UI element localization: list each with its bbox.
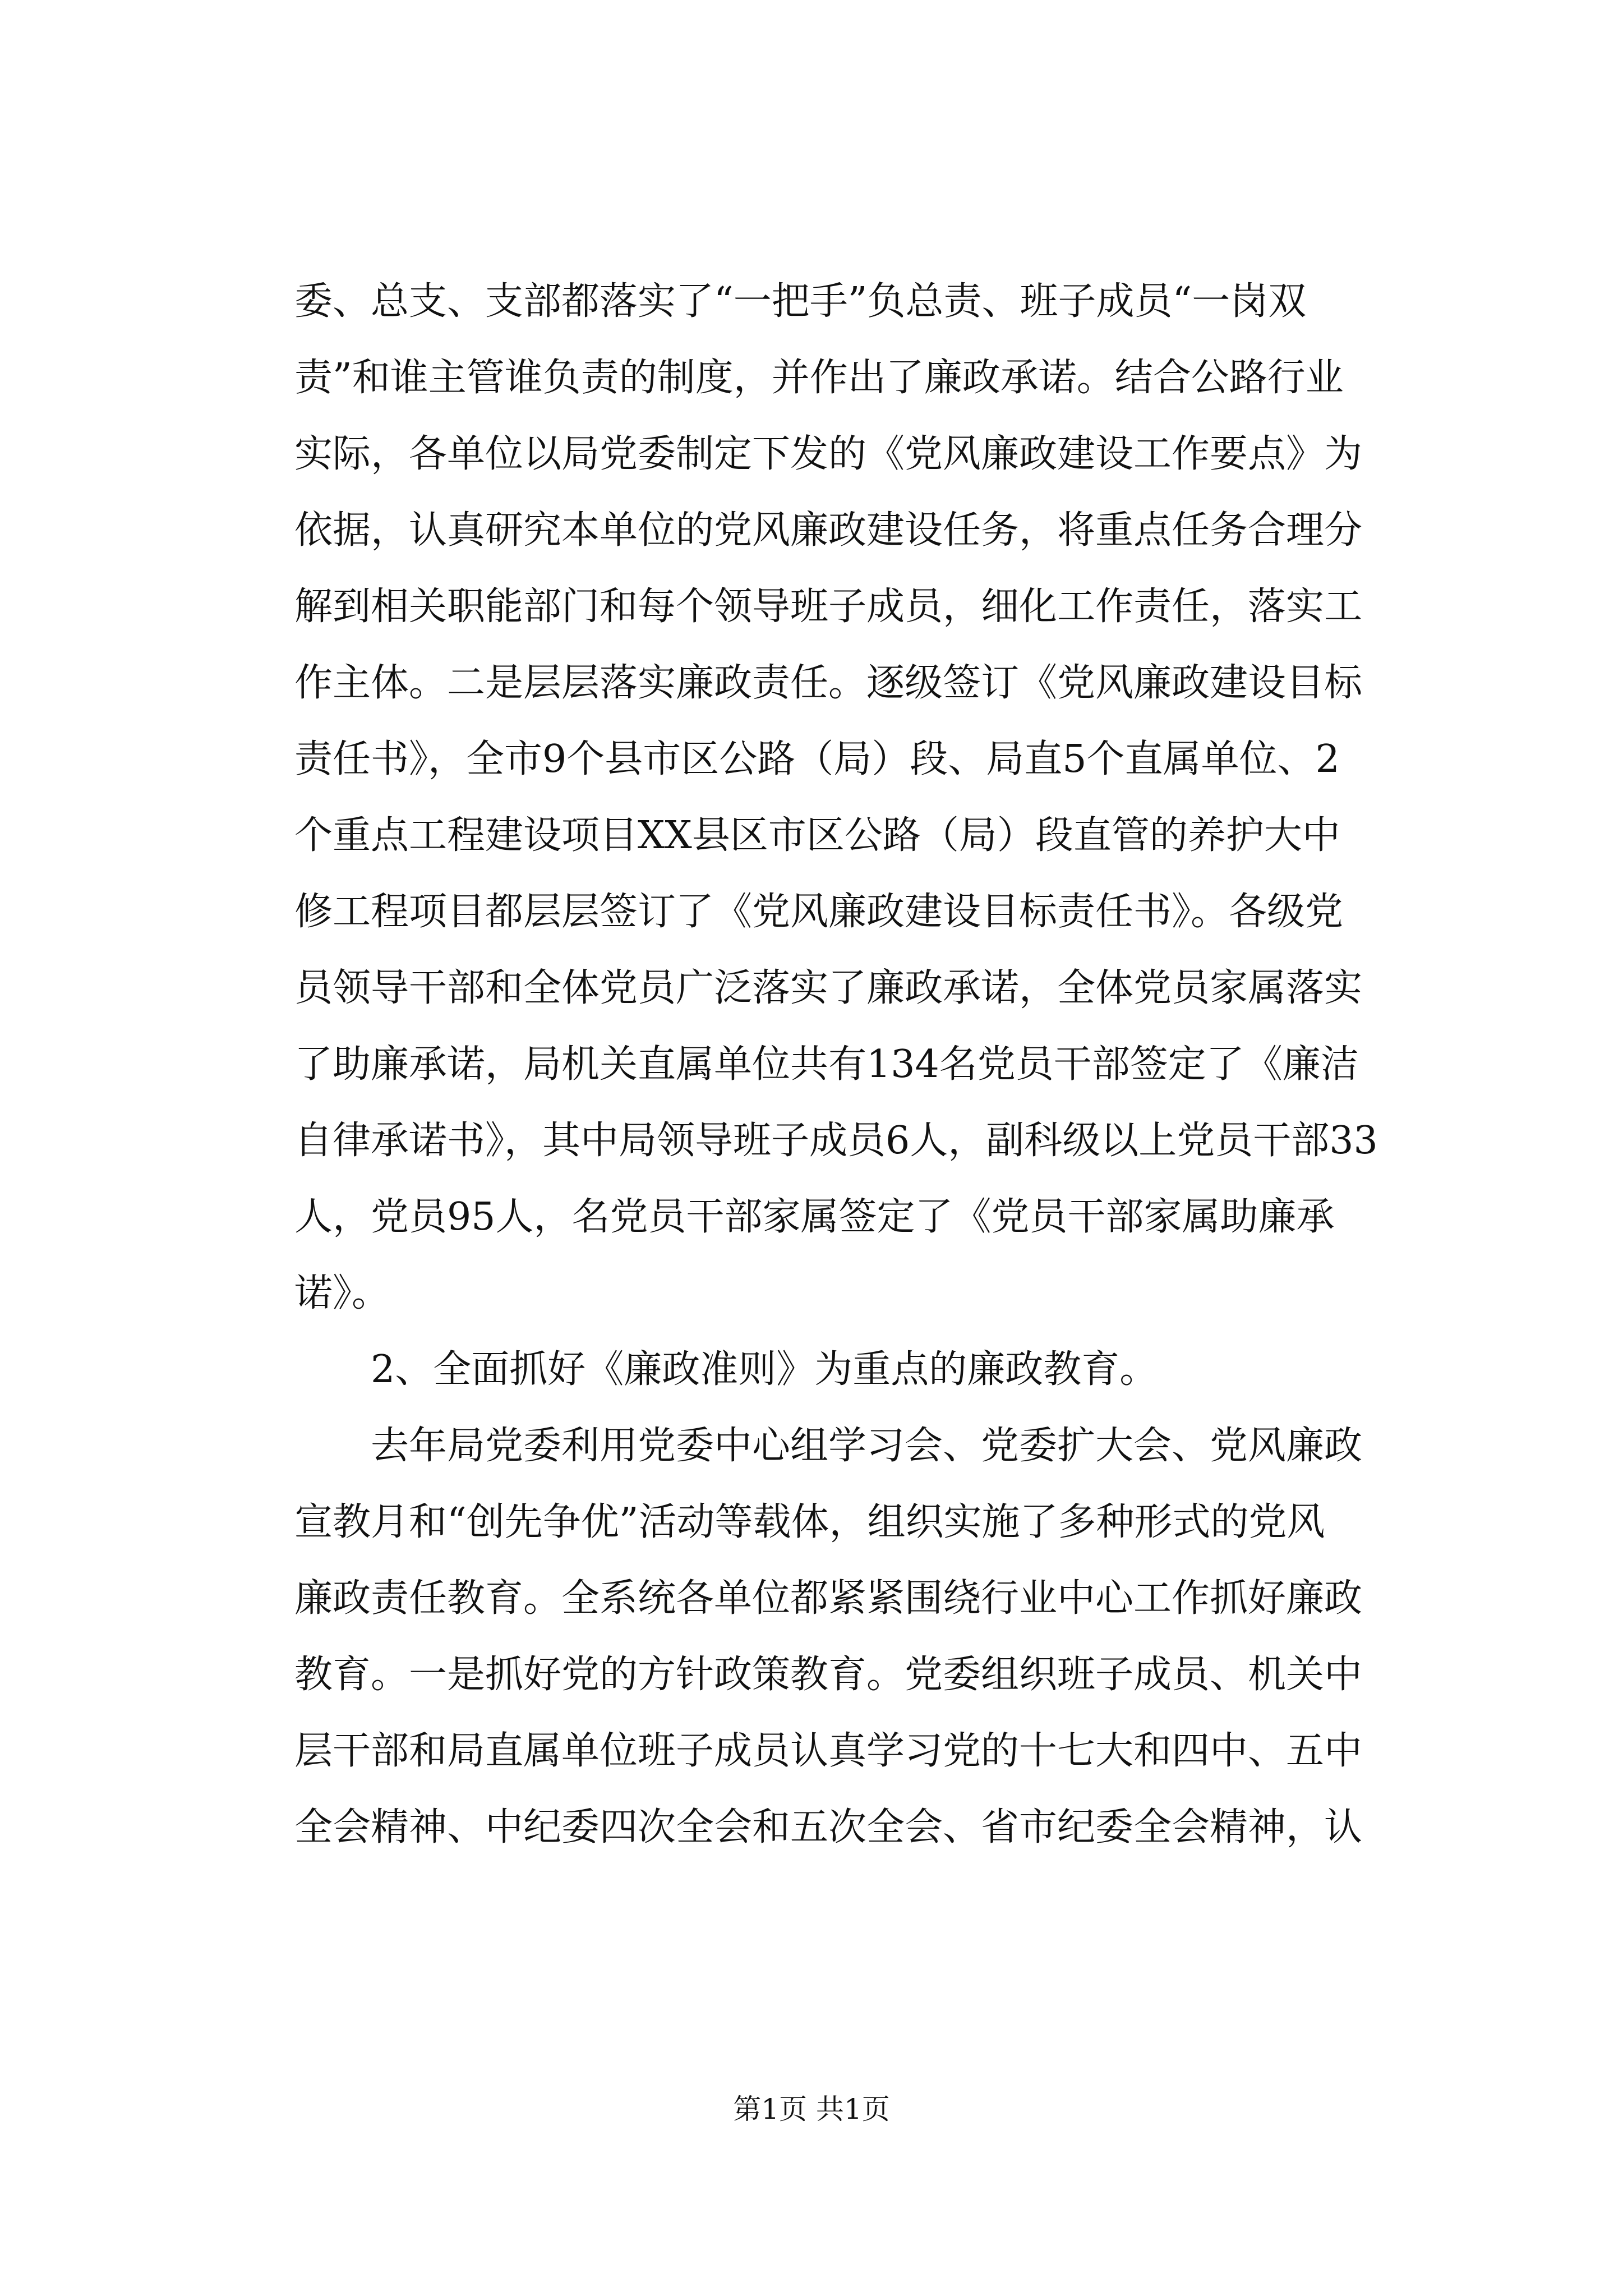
text-line-16: 去年局党委利用党委中心组学习会、党委扩大会、党风廉政	[371, 1424, 1363, 1468]
text-line-19: 教育。一是抓好党的方针政策教育。党委组织班子成员、机关中	[294, 1653, 1363, 1697]
text-line-8: 个重点工程建设项目XX县区市区公路（局）段直管的养护大中	[294, 813, 1340, 858]
text-line-21: 全会精神、中纪委四次全会和五次全会、省市纪委全会精神，认	[294, 1805, 1363, 1849]
text-line-13: 人，党员95人，名党员干部家属签定了《党员干部家属助廉承	[294, 1195, 1335, 1239]
text-line-17: 宣教月和“创先争优”活动等载体，组织实施了多种形式的党风	[294, 1500, 1325, 1544]
text-line-20: 层干部和局直属单位班子成员认真学习党的十七大和四中、五中	[294, 1729, 1363, 1773]
text-line-6: 作主体。二是层层落实廉政责任。逐级签订《党风廉政建设目标	[294, 661, 1363, 705]
text-line-12: 自律承诺书》，其中局领导班子成员6人，副科级以上党员干部33	[294, 1119, 1378, 1163]
text-line-7: 责任书》，全市9个县市区公路（局）段、局直5个直属单位、2	[294, 737, 1340, 781]
text-line-1: 委、总支、支部都落实了“一把手”负总责、班子成员“一岗双	[294, 279, 1307, 324]
section-heading: 2、全面抓好《廉政准则》为重点的廉政教育。	[371, 1347, 1158, 1392]
text-line-3: 实际，各单位以局党委制定下发的《党风廉政建设工作要点》为	[294, 432, 1363, 476]
page-footer: 第1页 共1页	[733, 2093, 890, 2125]
text-line-18: 廉政责任教育。全系统各单位都紧紧围绕行业中心工作抓好廉政	[294, 1576, 1363, 1621]
text-line-11: 了助廉承诺，局机关直属单位共有134名党员干部签定了《廉洁	[294, 1042, 1359, 1087]
text-line-5: 解到相关职能部门和每个领导班子成员，细化工作责任，落实工	[294, 585, 1363, 629]
text-line-14: 诺》。	[294, 1271, 390, 1315]
text-line-2: 责”和谁主管谁负责的制度，并作出了廉政承诺。结合公路行业	[294, 356, 1344, 400]
text-line-10: 员领导干部和全体党员广泛落实了廉政承诺，全体党员家属落实	[294, 966, 1363, 1010]
text-line-4: 依据，认真研究本单位的党风廉政建设任务，将重点任务合理分	[294, 508, 1363, 553]
document-body	[294, 264, 1410, 1866]
text-line-9: 修工程项目都层层签订了《党风廉政建设目标责任书》。各级党	[294, 890, 1344, 934]
